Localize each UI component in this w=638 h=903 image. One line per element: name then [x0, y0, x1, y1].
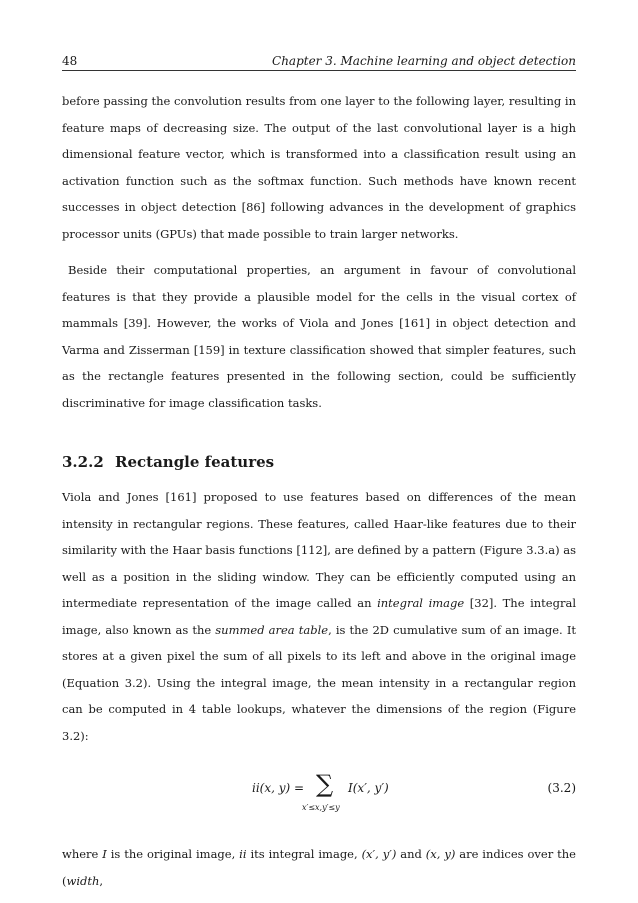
var-I: I: [102, 847, 107, 861]
paragraph-where: [62, 841, 576, 894]
p4-text-4: and: [396, 847, 426, 861]
section-heading: [62, 452, 576, 472]
equation-rhs: I(x′, y′): [348, 781, 389, 795]
var-width: width: [66, 873, 100, 888]
page-header: [62, 54, 576, 71]
p4-text-2: is the original image,: [106, 847, 240, 861]
paragraph-convolutional-features: Beside their computational properties, an argument in favour of convolutional features is that they provide a plausible model for the cells in the visual cortex of mammals [39]. However, the works of Viola and Jones [161] in object detection and Varma and Zisserman [159] in texture classification showed that simpler features, such as the rectangle features presented in the following section, could be sufficiently discriminative for image classification tasks.: [62, 263, 576, 410]
section-number: 3.2.2: [62, 453, 104, 471]
paragraph-rectangle-features: [62, 484, 576, 749]
page-body: [62, 88, 576, 894]
var-ii: ii: [239, 847, 247, 861]
equation-number: (3.2): [547, 781, 576, 795]
term-integral-image: integral image: [377, 596, 465, 610]
p3-text-3: , is the 2D cumulative sum of an image. It stores at a given pixel the sum of all pixels to its left and above in the original image (Equation 3.2). Using the integral image, the mean intensity in a rectangular region can be computed in 4 table lookups, whatever the dimensions of the region (Figure 3.2):: [62, 622, 576, 743]
p4-text-1: where: [62, 847, 103, 861]
var-x-y: (x, y): [425, 847, 456, 861]
section-title: Rectangle features: [115, 453, 275, 471]
p4-text-3: its integral image,: [246, 847, 362, 861]
p3-text-1: Viola and Jones [161] proposed to use features based on differences of the mean intensity in rectangular regions. These features, called Haar-like features due to their similarity with the Haar basis functions [112], are defined by a pattern (Figure 3.3.a) as well as a position in the sliding window. They can be efficiently computed using an intermediate representation of the image called an: [62, 490, 576, 610]
term-summed-area-table: summed area table: [215, 622, 329, 637]
paragraph-convolution: before passing the convolution results from one layer to the following layer, resulting in feature maps of decreasing size. The output of the last convolutional layer is a high dimensional feature vector, which is transformed into a classification result using an activation function such as the softmax function. Such methods have known recent successes in object detection [86] following advances in the development of graphics processor units (GPUs) that made possible to train larger networks.: [62, 94, 576, 241]
p4-text-6: ,: [99, 873, 104, 888]
var-x-prime-y-prime: (x′, y′): [361, 847, 397, 861]
p3-text-2: [32]. The integral image, also known as the: [62, 596, 577, 637]
running-title: Chapter 3. Machine learning and object detection: [272, 54, 576, 68]
p4-text-5: are indices over the (: [62, 847, 576, 888]
equation-3-2: [62, 769, 576, 829]
summation-symbol: ∑: [316, 770, 334, 798]
equation-lhs: ii(x, y) =: [252, 781, 305, 795]
page-number: 48: [62, 54, 78, 68]
summation-subscript: x′≤x,y′≤y: [302, 803, 340, 812]
